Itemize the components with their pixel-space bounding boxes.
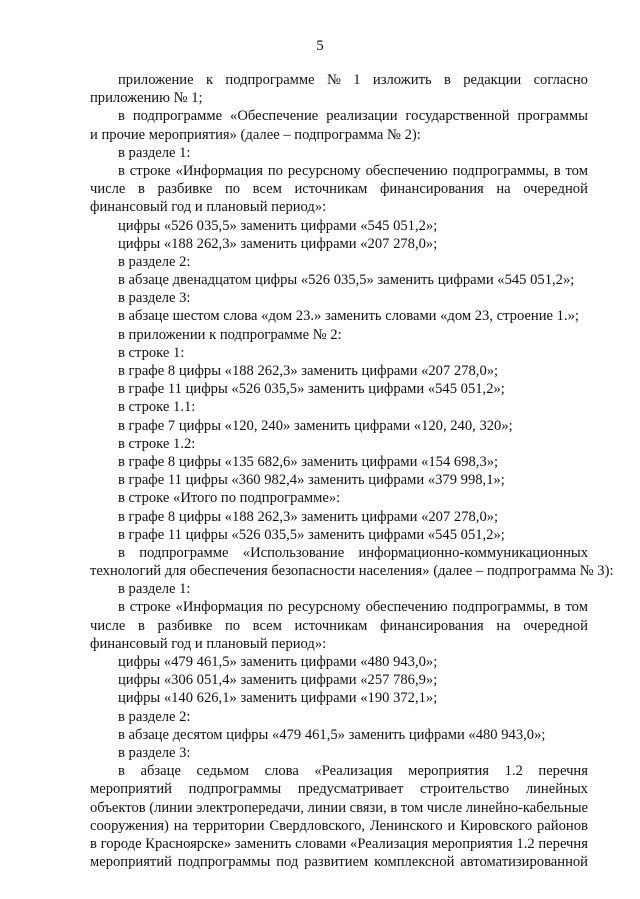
- text-line: в абзаце шестом слова «дом 23.» заменить словами «дом 23, строение 1.»;: [118, 308, 579, 325]
- text-word: в: [137, 181, 145, 198]
- text-word: электропередачи,: [196, 799, 304, 816]
- text-word: в: [137, 617, 145, 634]
- text-word: сооружения): [90, 817, 169, 834]
- text-word: подпрограмме: [139, 544, 229, 561]
- text-word: том: [565, 599, 588, 616]
- text-word: информационно-коммуникационных: [358, 544, 588, 561]
- text-word: «Реализация: [314, 763, 393, 780]
- text-line: и прочие мероприятия» (далее – подпрограмма № 2):: [90, 126, 421, 143]
- text-word: программы: [517, 108, 588, 125]
- text-word: в: [553, 162, 561, 179]
- text-line: цифры «306 051,4» заменить цифрами «257 786,9»;: [118, 672, 438, 689]
- text-word: территории: [192, 817, 265, 834]
- text-word: в: [118, 599, 125, 616]
- text-word: 1: [353, 72, 361, 88]
- text-word: по: [267, 599, 283, 616]
- text-line: [118, 163, 588, 181]
- text-word: строительство: [420, 781, 510, 798]
- text-word: и: [447, 817, 456, 834]
- text-word: «Информация: [175, 162, 263, 179]
- text-word: городе: [100, 835, 142, 852]
- text-line: [118, 72, 588, 90]
- text-word: источникам: [294, 617, 368, 634]
- text-word: «Обеспечение: [230, 108, 319, 125]
- text-word: ресурсному: [287, 599, 361, 616]
- text-line: в разделе 3:: [118, 290, 191, 307]
- text-word: «Реализация: [350, 835, 429, 852]
- text-word: обеспечению: [365, 162, 448, 179]
- text-word: «Использование: [242, 544, 345, 561]
- text-word: развитием: [304, 854, 369, 871]
- text-word: числе: [426, 799, 463, 816]
- text-word: финансирования: [379, 181, 484, 198]
- text-word: очередной: [523, 617, 588, 634]
- text-word: подпрограмме: [132, 108, 223, 125]
- text-word: реализации: [326, 108, 398, 125]
- text-word: в: [553, 599, 561, 616]
- text-word: связи,: [349, 799, 387, 816]
- text-word: по: [267, 162, 283, 179]
- text-word: к: [205, 72, 214, 88]
- text-word: Свердловского,: [269, 817, 366, 834]
- text-word: под: [276, 854, 299, 871]
- text-word: в: [118, 162, 125, 179]
- text-line: [90, 781, 588, 799]
- text-word: в: [443, 72, 451, 88]
- text-word: заменить: [234, 835, 292, 852]
- text-word: ресурсному: [287, 162, 361, 179]
- page-number: 5: [316, 38, 324, 54]
- text-word: №: [326, 72, 341, 88]
- text-word: седьмом: [196, 763, 250, 780]
- text-word: перечня: [538, 835, 588, 852]
- text-word: линейно-кабельные: [465, 799, 588, 816]
- text-line: цифры «526 035,5» заменить цифрами «545 051,2»;: [118, 217, 438, 234]
- text-word: подпрограммы: [188, 781, 282, 798]
- text-word: на: [496, 617, 511, 634]
- text-word: редакции: [463, 72, 522, 88]
- text-line: в разделе 2:: [118, 253, 191, 270]
- text-line: в разделе 3:: [118, 744, 191, 761]
- text-line: в строке 1:: [118, 344, 185, 361]
- text-line: приложению № 1;: [90, 90, 203, 107]
- text-word: очередной: [523, 181, 588, 198]
- text-word: мероприятий: [90, 854, 172, 871]
- text-word: источникам: [294, 181, 368, 198]
- text-word: разбивке: [157, 181, 213, 198]
- text-word: обеспечению: [365, 599, 448, 616]
- text-line: в графе 8 цифры «135 682,6» заменить цифрами «154 698,3»;: [118, 453, 499, 470]
- text-word: мероприятия: [408, 763, 489, 780]
- text-word: государственной: [405, 108, 510, 125]
- text-word: (линии: [149, 799, 193, 816]
- text-word: Красноярске»: [145, 835, 232, 852]
- text-word: автоматизированной: [460, 854, 588, 871]
- text-word: подпрограммы,: [452, 599, 549, 616]
- text-word: изложить: [372, 72, 432, 88]
- text-line: в разделе 2:: [118, 708, 191, 725]
- document-body: [90, 72, 614, 872]
- text-word: подпрограмме: [225, 72, 315, 88]
- text-word: перечня: [538, 763, 588, 780]
- text-line: [90, 618, 588, 636]
- text-line: в графе 8 цифры «188 262,3» заменить цифрами «207 278,0»;: [118, 363, 499, 379]
- text-line: [118, 599, 588, 617]
- text-line: в графе 7 цифры «120, 240» заменить цифрами «120, 240, 320»;: [118, 417, 513, 434]
- text-word: согласно: [533, 72, 588, 88]
- text-word: подпрограммы: [177, 854, 271, 871]
- text-word: мероприятий: [90, 781, 172, 798]
- text-line: цифры «188 262,3» заменить цифрами «207 278,0»;: [118, 235, 438, 252]
- text-word: финансирования: [379, 617, 484, 634]
- text-line: цифры «479 461,5» заменить цифрами «480 943,0»;: [118, 654, 438, 670]
- text-word: в: [90, 835, 97, 852]
- text-line: в графе 11 цифры «526 035,5» заменить цифрами «545 051,2»;: [118, 381, 505, 398]
- text-word: на: [496, 181, 511, 198]
- text-line: в графе 11 цифры «360 982,4» заменить цифрами «379 998,1»;: [118, 472, 505, 489]
- text-word: линии: [307, 799, 347, 816]
- text-line: в разделе 1:: [118, 144, 191, 161]
- text-word: в: [118, 763, 125, 780]
- text-word: мероприятия: [431, 835, 513, 852]
- text-word: в: [118, 108, 125, 125]
- text-line: финансовый год и плановый период»:: [90, 635, 327, 652]
- text-line: в строке 1.2:: [118, 435, 196, 452]
- text-line: технологий для обеспечения безопасности населения» (далее – подпрограмма № 3):: [90, 563, 614, 580]
- text-word: приложение: [118, 72, 194, 88]
- text-line: [90, 181, 588, 199]
- text-word: в: [118, 544, 125, 561]
- text-word: словами: [295, 835, 347, 852]
- text-word: по: [224, 181, 241, 198]
- text-word: 1.2: [504, 763, 523, 780]
- text-line: [118, 763, 588, 781]
- text-line: цифры «140 626,1» заменить цифрами «190 372,1»;: [118, 690, 438, 707]
- text-word: том: [400, 799, 424, 816]
- text-word: комплексной: [374, 854, 455, 871]
- text-word: подпрограммы,: [452, 162, 549, 179]
- text-line: в графе 11 цифры «526 035,5» заменить цифрами «545 051,2»;: [118, 526, 505, 543]
- text-word: «Информация: [175, 599, 263, 616]
- text-word: числе: [90, 617, 126, 634]
- text-word: 1.2: [516, 835, 535, 852]
- text-line: в разделе 1:: [118, 581, 191, 598]
- text-word: Ленинского: [369, 817, 443, 834]
- text-line: в строке «Итого по подпрограмме»:: [118, 490, 341, 507]
- text-word: в: [390, 799, 398, 816]
- text-word: том: [565, 162, 588, 179]
- text-word: числе: [90, 181, 126, 198]
- text-line: в абзаце двенадцатом цифры «526 035,5» заменить цифрами «545 051,2»;: [118, 272, 575, 289]
- text-line: [118, 545, 588, 563]
- text-line: [90, 800, 588, 818]
- text-word: предусматривает: [297, 781, 404, 798]
- text-word: строке: [129, 162, 171, 179]
- text-word: районов: [537, 817, 588, 834]
- text-line: в абзаце десятом цифры «479 461,5» заменить цифрами «480 943,0»;: [118, 726, 546, 743]
- text-word: Кировского: [460, 817, 533, 834]
- text-line: [90, 818, 588, 836]
- text-word: объектов: [90, 799, 146, 816]
- text-word: слова: [264, 763, 299, 780]
- text-word: по: [224, 617, 241, 634]
- text-word: всем: [252, 181, 282, 198]
- text-line: [90, 854, 588, 872]
- text-word: на: [173, 817, 188, 834]
- text-word: всем: [252, 617, 282, 634]
- text-word: линейных: [525, 781, 588, 798]
- text-line: [90, 836, 588, 854]
- text-word: разбивке: [157, 617, 213, 634]
- text-word: строке: [129, 599, 171, 616]
- text-line: в графе 8 цифры «188 262,3» заменить цифрами «207 278,0»;: [118, 508, 499, 525]
- text-word: абзаце: [140, 763, 181, 780]
- text-line: финансовый год и плановый период»:: [90, 199, 327, 216]
- text-line: в приложении к подпрограмме № 2:: [118, 326, 342, 343]
- text-line: [118, 108, 588, 126]
- text-line: в строке 1.1:: [118, 399, 196, 416]
